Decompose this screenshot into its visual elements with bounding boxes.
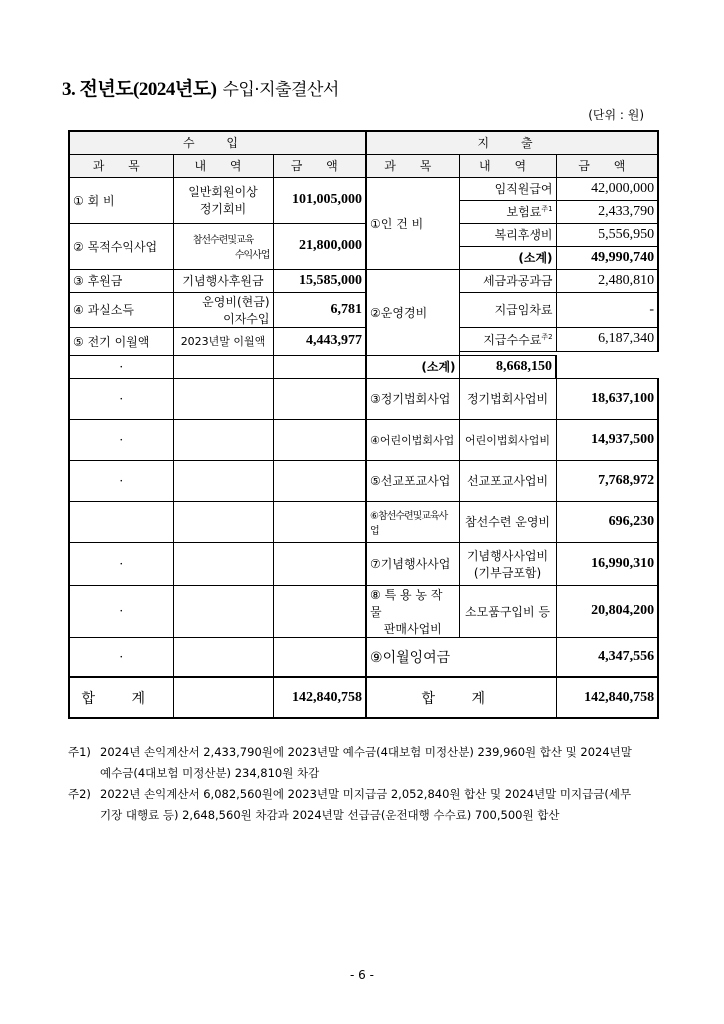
budget-table bbox=[68, 130, 659, 719]
expense-amount: 696,230 bbox=[556, 501, 658, 542]
expense-detail: 임직원급여 bbox=[459, 177, 556, 200]
expense-detail: 어린이법회사업비 bbox=[459, 419, 556, 460]
income-category: ③ 후원금 bbox=[69, 269, 173, 292]
expense-amount: 14,937,500 bbox=[556, 419, 658, 460]
page-title bbox=[62, 74, 339, 101]
expense-amount: 20,804,200 bbox=[556, 585, 658, 637]
page-number: - 6 - bbox=[350, 968, 374, 982]
expense-amount: 2,480,810 bbox=[556, 269, 658, 292]
title-number: 3. 전년도(2024년도) bbox=[62, 79, 217, 100]
expense-category: ⑦기념행사사업 bbox=[366, 542, 459, 585]
expense-category: ⑨이월잉여금 bbox=[366, 637, 556, 677]
income-amount: 4,443,977 bbox=[273, 327, 366, 355]
expense-detail: 복리후생비 bbox=[459, 223, 556, 246]
expense-category-operating: ②운영경비 bbox=[366, 269, 459, 355]
expense-subtotal-label: (소계) bbox=[459, 246, 556, 269]
expense-detail: 소모품구입비 등 bbox=[459, 585, 556, 637]
expense-subtotal-amount: 8,668,150 bbox=[459, 355, 556, 378]
expense-amount: 18,637,100 bbox=[556, 378, 658, 419]
expense-detail: 세금과공과금 bbox=[459, 269, 556, 292]
income-category: ⑤ 전기 이월액 bbox=[69, 327, 173, 355]
expense-detail: 보험료$^{주1}$ bbox=[459, 200, 556, 223]
expense-amount-header: 금 액 bbox=[556, 154, 658, 177]
income-category: ④ 과실소득 bbox=[69, 292, 173, 327]
expense-amount: 7,768,972 bbox=[556, 460, 658, 501]
expense-category: ⑥참선수련및교육사업 bbox=[366, 501, 459, 542]
expense-detail: 지급임차료 bbox=[459, 292, 556, 327]
income-detail: 기념행사후원금 bbox=[173, 269, 273, 292]
expense-amount: 4,347,556 bbox=[556, 637, 658, 677]
expense-subtotal-label: (소계) bbox=[366, 355, 459, 378]
income-category: ② 목적수익사업 bbox=[69, 223, 173, 269]
footnote: 주1) 2024년 손익계산서 2,433,790원에 2023년말 예수금(4대보험 미정산분) 239,960원 합산 및 2024년말 예수금(4대보험 미정산분) 234,810원 차감 bbox=[68, 742, 668, 784]
income-amount: 21,800,000 bbox=[273, 223, 366, 269]
income-amount: 15,585,000 bbox=[273, 269, 366, 292]
footnotes bbox=[68, 742, 668, 826]
footnote: 주2) 2022년 손익계산서 6,082,560원에 2023년말 미지급금 2,052,840원 합산 및 2024년말 미지급금(세무 기장 대행료 등) 2,648,560원 차감과 2024년말 선급금(운전대행 수수료) 700,500원 합산 bbox=[68, 784, 668, 826]
expense-category-personnel: ①인 건 비 bbox=[366, 177, 459, 269]
expense-header: 지 출 bbox=[366, 131, 658, 154]
income-total-amount: 142,840,758 bbox=[273, 677, 366, 718]
expense-detail: 참선수련 운영비 bbox=[459, 501, 556, 542]
expense-amount: 5,556,950 bbox=[556, 223, 658, 246]
income-amount: 6,781 bbox=[273, 292, 366, 327]
footnote-tag: 주2) bbox=[68, 787, 91, 801]
footnote-tag: 주1) bbox=[68, 745, 91, 759]
expense-category: ⑧ 특 용 농 작 물 판매사업비 bbox=[366, 585, 459, 637]
expense-category: ③정기법회사업 bbox=[366, 378, 459, 419]
expense-amount: - bbox=[556, 292, 658, 327]
income-detail: 운영비(현금) 이자수입 bbox=[173, 292, 273, 327]
expense-amount: 42,000,000 bbox=[556, 177, 658, 200]
income-amount-header: 금 액 bbox=[273, 154, 366, 177]
expense-category: ⑤선교포교사업 bbox=[366, 460, 459, 501]
expense-category-header: 과 목 bbox=[366, 154, 459, 177]
unit-label: (단위 : 원) bbox=[588, 108, 644, 122]
income-category: ① 회 비 bbox=[69, 177, 173, 223]
expense-total-amount: 142,840,758 bbox=[556, 677, 658, 718]
income-category-header: 과 목 bbox=[69, 154, 173, 177]
expense-detail: 기념행사사업비 (기부금포함) bbox=[459, 542, 556, 585]
expense-detail: 선교포교사업비 bbox=[459, 460, 556, 501]
expense-detail: 지급수수료$^{주2}$ bbox=[459, 327, 556, 351]
title-text: 수입·지출결산서 bbox=[222, 80, 339, 100]
expense-amount: 6,187,340 bbox=[556, 327, 658, 351]
empty-category-dot: · bbox=[69, 378, 173, 419]
expense-amount: 16,990,310 bbox=[556, 542, 658, 585]
expense-amount: 2,433,790 bbox=[556, 200, 658, 223]
income-detail-header: 내 역 bbox=[173, 154, 273, 177]
empty-category-dot: · bbox=[69, 542, 173, 585]
income-detail: 2023년말 이월액 bbox=[173, 327, 273, 355]
income-header: 수 입 bbox=[69, 131, 366, 154]
expense-total-label: 합 계 bbox=[366, 677, 556, 718]
empty-category-dot: · bbox=[69, 419, 173, 460]
expense-detail-header: 내 역 bbox=[459, 154, 556, 177]
empty-category-dot: · bbox=[69, 585, 173, 637]
expense-category: ④어린이법회사업 bbox=[366, 419, 459, 460]
empty-category-dot: · bbox=[69, 460, 173, 501]
income-detail: 참선수련및교육 수익사업 bbox=[173, 223, 273, 269]
income-detail: 일반회원이상 정기회비 bbox=[173, 177, 273, 223]
empty-category-dot: · bbox=[69, 637, 173, 677]
empty-category-dot: · bbox=[69, 355, 173, 378]
expense-subtotal-amount: 49,990,740 bbox=[556, 246, 658, 269]
expense-detail: 정기법회사업비 bbox=[459, 378, 556, 419]
income-amount: 101,005,000 bbox=[273, 177, 366, 223]
income-total-label: 합 계 bbox=[69, 677, 173, 718]
